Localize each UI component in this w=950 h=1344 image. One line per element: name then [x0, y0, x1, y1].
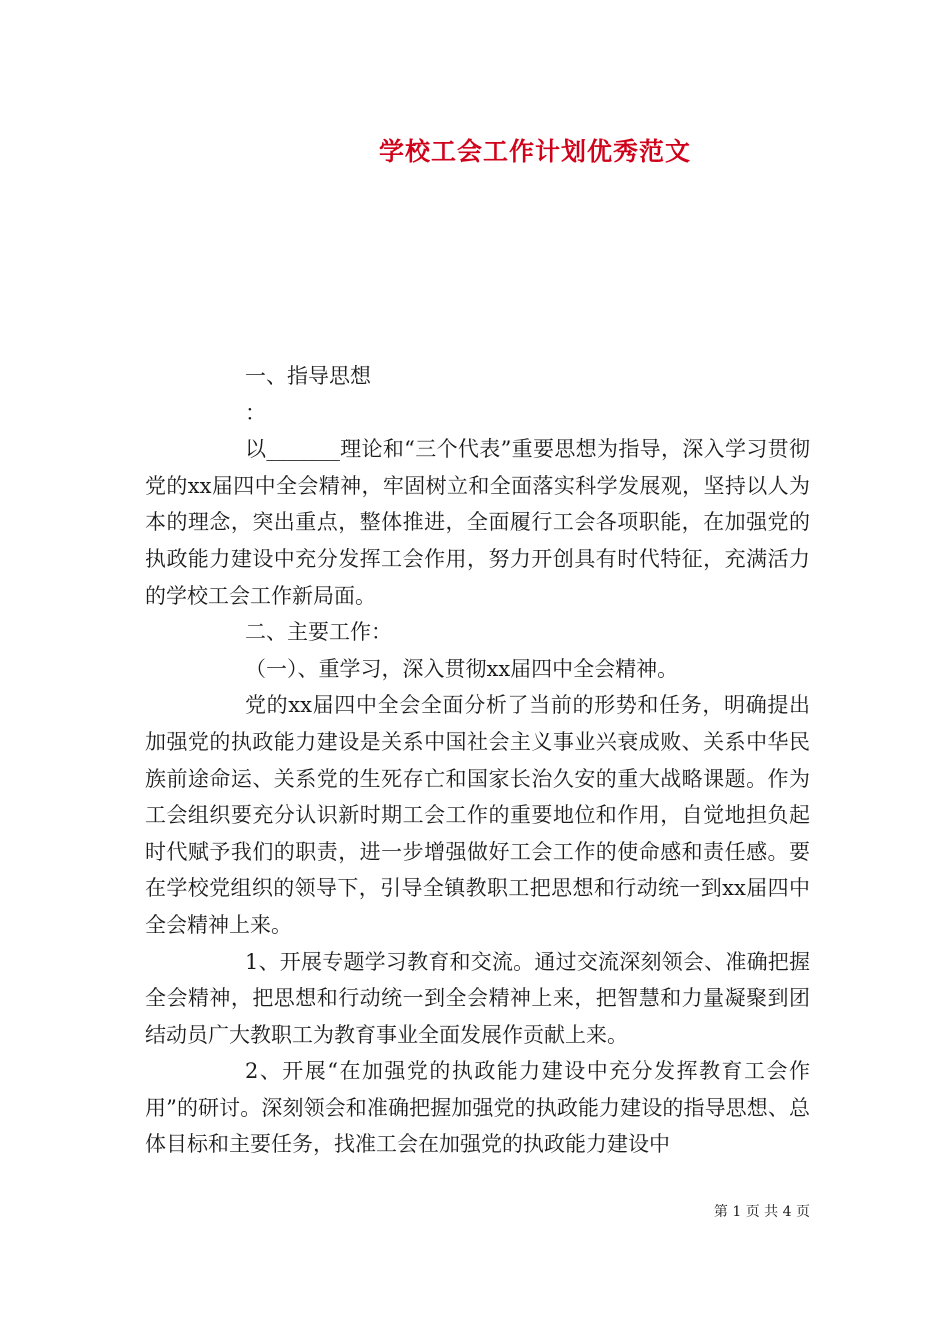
document-title: 学校工会工作计划优秀范文 — [378, 137, 691, 166]
paragraph-item-2: 2、开展“在加强党的执政能力建设中充分发挥教育工会作用”的研讨。深刻领会和准确把握加强党的执政能力建设的指导思想、总体目标和主要任务，找准工会在加强党的执政能力建设中 — [145, 1059, 810, 1157]
paragraph-item-1: 1、开展专题学习教育和交流。通过交流深刻领会、准确把握全会精神，把思想和行动统一到全会精神上来，把智慧和力量凝聚到团结动员广大教职工为教育事业全面发展作贡献上来。 — [145, 949, 810, 1047]
colon-line: ： — [245, 400, 266, 425]
page-number-footer: 第 1 页 共 4 页 — [713, 1204, 810, 1220]
subsection-heading-study: （一）、重学习，深入贯彻xx届四中全会精神。 — [245, 656, 679, 681]
paragraph-study: 党的xx届四中全会全面分析了当前的形势和任务，明确提出加强党的执政能力建设是关系中国社会主义事业兴衰成败、关系中华民族前途命运、关系党的生死存亡和国家长治久安的重大战略课题。作为工会组织要充分认识新时期工会工作的重要地位和作用，自觉地担负起时代赋予我们的职责，进一步增强做好工会工作的使命感和责任感。要在学校党组织的领导下，引导全镇教职工把思想和行动统一到xx届四中全会精神上来。 — [145, 693, 810, 937]
document-body — [145, 358, 810, 1163]
paragraph-guiding-thought: 以_______理论和“三个代表”重要思想为指导，深入学习贯彻党的xx届四中全会精神，牢固树立和全面落实科学发展观，坚持以人为本的理念，突出重点，整体推进，全面履行工会各项职能，在加强党的执政能力建设中充分发挥工会作用，努力开创具有时代特征，充满活力的学校工会工作新局面。 — [145, 437, 810, 608]
section-heading-main-work: 二、主要工作： — [245, 620, 392, 645]
section-heading-guiding-thought: 一、指导思想 — [245, 364, 371, 388]
